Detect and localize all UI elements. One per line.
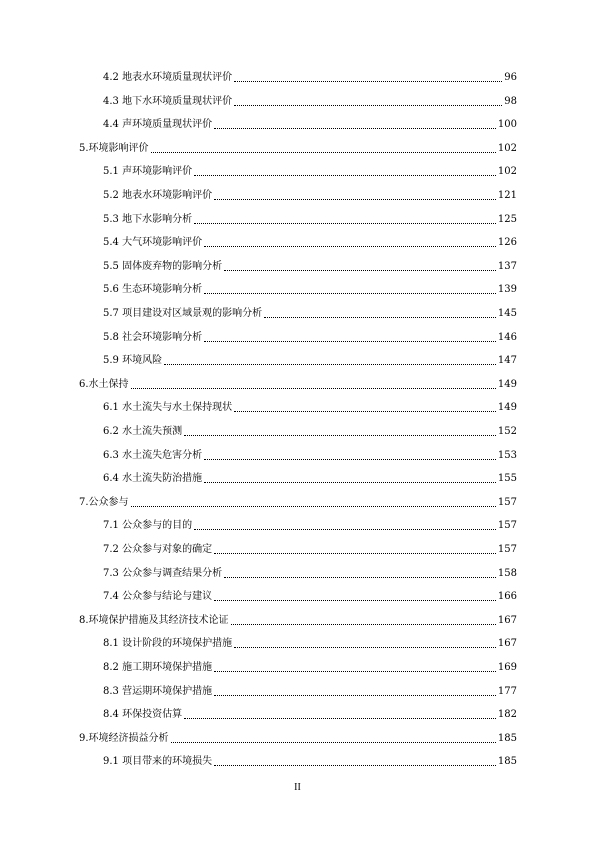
toc-entry-page-number: 102 — [497, 142, 517, 154]
toc-entry-page-number: 157 — [497, 520, 517, 532]
toc-dot-leader — [204, 340, 496, 342]
toc-entry-page-number: 153 — [497, 449, 517, 461]
toc-entry-page-number: 166 — [497, 591, 517, 603]
toc-entry-page-number: 96 — [504, 72, 517, 83]
toc-entry-page-number: 177 — [497, 685, 517, 697]
toc-dot-leader — [234, 80, 502, 82]
toc-entry-title: 8.3 营运期环境保护措施 — [103, 685, 213, 697]
toc-dot-leader — [204, 292, 496, 294]
toc-entry-page-number: 185 — [497, 756, 517, 768]
toc-entry-title: 6.4 水土流失防治措施 — [103, 473, 203, 485]
toc-entry-page-number: 155 — [497, 473, 517, 485]
toc-entry-title: 7.4 公众参与结论与建议 — [103, 591, 213, 603]
toc-dot-leader — [214, 552, 496, 554]
toc-dot-leader — [131, 387, 496, 389]
toc-entry[interactable] — [103, 684, 517, 698]
toc-entry-title: 5.9 环境风险 — [103, 355, 163, 367]
toc-entry[interactable] — [79, 377, 517, 391]
toc-dot-leader — [204, 458, 496, 460]
toc-entry-title: 8.环境保护措施及其经济技术论证 — [79, 614, 229, 626]
toc-entry-page-number: 145 — [497, 308, 517, 319]
toc-entry-title: 6.水土保持 — [79, 378, 129, 390]
toc-entry[interactable] — [103, 94, 517, 108]
toc-entry-title: 8.1 设计阶段的环境保护措施 — [103, 638, 233, 650]
toc-entry-title: 6.1 水土流失与水土保持现状 — [103, 402, 233, 414]
toc-dot-leader — [234, 104, 502, 106]
toc-dot-leader — [214, 599, 496, 601]
toc-entry-title: 4.4 声环境质量现状评价 — [103, 119, 213, 131]
toc-dot-leader — [231, 623, 496, 625]
toc-entry[interactable] — [103, 353, 517, 367]
toc-entry-page-number: 167 — [497, 638, 517, 650]
toc-entry[interactable] — [103, 566, 517, 580]
toc-entry[interactable] — [103, 235, 517, 249]
toc-entry[interactable] — [103, 330, 517, 344]
toc-entry-title: 5.1 声环境影响评价 — [103, 166, 193, 178]
toc-entry[interactable] — [103, 448, 517, 462]
toc-entry[interactable] — [103, 471, 517, 485]
page-number: II — [294, 782, 301, 793]
toc-entry[interactable] — [103, 282, 517, 296]
toc-entry-page-number: 137 — [497, 260, 517, 272]
toc-entry[interactable] — [103, 259, 517, 273]
toc-entry[interactable] — [79, 613, 517, 627]
toc-entry[interactable] — [103, 70, 517, 84]
toc-entry-title: 6.3 水土流失危害分析 — [103, 449, 203, 461]
toc-entry-page-number: 157 — [497, 544, 517, 555]
toc-entry-page-number: 146 — [497, 331, 517, 343]
toc-entry-page-number: 98 — [504, 95, 517, 107]
toc-dot-leader — [234, 646, 496, 648]
toc-entry-page-number: 169 — [497, 662, 517, 673]
toc-dot-leader — [234, 410, 496, 412]
toc-entry-title: 7.1 公众参与的目的 — [103, 520, 193, 532]
toc-entry-title: 7.公众参与 — [79, 496, 129, 508]
toc-entry-page-number: 126 — [497, 237, 517, 249]
toc-entry-page-number: 157 — [497, 496, 517, 508]
toc-entry-page-number: 121 — [497, 190, 517, 201]
toc-entry-title: 8.4 环保投资估算 — [103, 709, 183, 721]
toc-dot-leader — [204, 481, 496, 483]
toc-entry-page-number: 158 — [497, 567, 517, 579]
toc-entry[interactable] — [103, 117, 517, 131]
toc-entry-page-number: 147 — [497, 355, 517, 367]
toc-entry[interactable] — [103, 212, 517, 226]
toc-entry-title: 7.3 公众参与调查结果分析 — [103, 567, 223, 579]
toc-entry-page-number: 149 — [497, 402, 517, 414]
toc-entry[interactable] — [103, 707, 517, 721]
toc-entry[interactable] — [103, 754, 517, 768]
toc-dot-leader — [151, 151, 496, 153]
toc-entry-page-number: 125 — [497, 213, 517, 225]
toc-entry[interactable] — [103, 589, 517, 603]
toc-entry-title: 5.5 固体废弃物的影响分析 — [103, 260, 223, 272]
toc-entry[interactable] — [103, 542, 517, 556]
toc-entry[interactable] — [79, 495, 517, 509]
toc-entry-title: 9.环境经济损益分析 — [79, 732, 169, 744]
toc-entry-page-number: 100 — [497, 119, 517, 131]
toc-entry-title: 9.1 项目带来的环境损失 — [103, 756, 213, 768]
toc-dot-leader — [264, 316, 496, 318]
toc-entry[interactable] — [103, 188, 517, 202]
toc-entry-title: 4.3 地下水环境质量现状评价 — [103, 95, 233, 107]
toc-dot-leader — [204, 245, 496, 247]
toc-dot-leader — [214, 198, 496, 200]
toc-entry-page-number: 182 — [497, 709, 517, 721]
toc-entry[interactable] — [103, 306, 517, 320]
toc-entry[interactable] — [79, 731, 517, 745]
toc-dot-leader — [171, 741, 496, 743]
toc-entry-page-number: 149 — [497, 378, 517, 390]
toc-entry-title: 7.2 公众参与对象的确定 — [103, 544, 213, 555]
toc-dot-leader — [214, 764, 496, 766]
toc-dot-leader — [194, 174, 496, 176]
toc-dot-leader — [214, 670, 496, 672]
toc-dot-leader — [224, 576, 496, 578]
toc-dot-leader — [184, 434, 496, 436]
toc-entry-title: 5.7 项目建设对区域景观的影响分析 — [103, 308, 263, 319]
toc-entry-title: 4.2 地表水环境质量现状评价 — [103, 72, 233, 83]
toc-entry[interactable] — [103, 518, 517, 532]
toc-entry-page-number: 185 — [497, 732, 517, 744]
toc-entry-title: 6.2 水土流失预测 — [103, 426, 183, 437]
toc-entry[interactable] — [103, 636, 517, 650]
toc-entry-page-number: 139 — [497, 284, 517, 296]
toc-dot-leader — [184, 717, 496, 719]
toc-entry[interactable] — [103, 164, 517, 178]
toc-dot-leader — [214, 127, 496, 129]
toc-entry-title: 5.4 大气环境影响评价 — [103, 237, 203, 249]
toc-entry[interactable] — [103, 660, 517, 674]
toc-entry-title: 8.2 施工期环境保护措施 — [103, 662, 213, 673]
toc-entry-page-number: 167 — [497, 614, 517, 626]
toc-entry-title: 5.2 地表水环境影响评价 — [103, 190, 213, 201]
toc-entry[interactable] — [103, 400, 517, 414]
toc-entry-title: 5.环境影响评价 — [79, 142, 149, 154]
toc-dot-leader — [224, 269, 496, 271]
toc-dot-leader — [164, 363, 496, 365]
toc-entry-title: 5.3 地下水影响分析 — [103, 213, 193, 225]
toc-dot-leader — [214, 694, 496, 696]
toc-entry-title: 5.6 生态环境影响分析 — [103, 284, 203, 296]
toc-entry-page-number: 102 — [497, 166, 517, 178]
toc-entry[interactable] — [79, 141, 517, 155]
toc-entry[interactable] — [103, 424, 517, 438]
toc-dot-leader — [194, 528, 496, 530]
toc-entry-page-number: 152 — [497, 426, 517, 437]
toc-dot-leader — [194, 222, 496, 224]
toc-entry-title: 5.8 社会环境影响分析 — [103, 331, 203, 343]
toc-dot-leader — [131, 505, 496, 507]
